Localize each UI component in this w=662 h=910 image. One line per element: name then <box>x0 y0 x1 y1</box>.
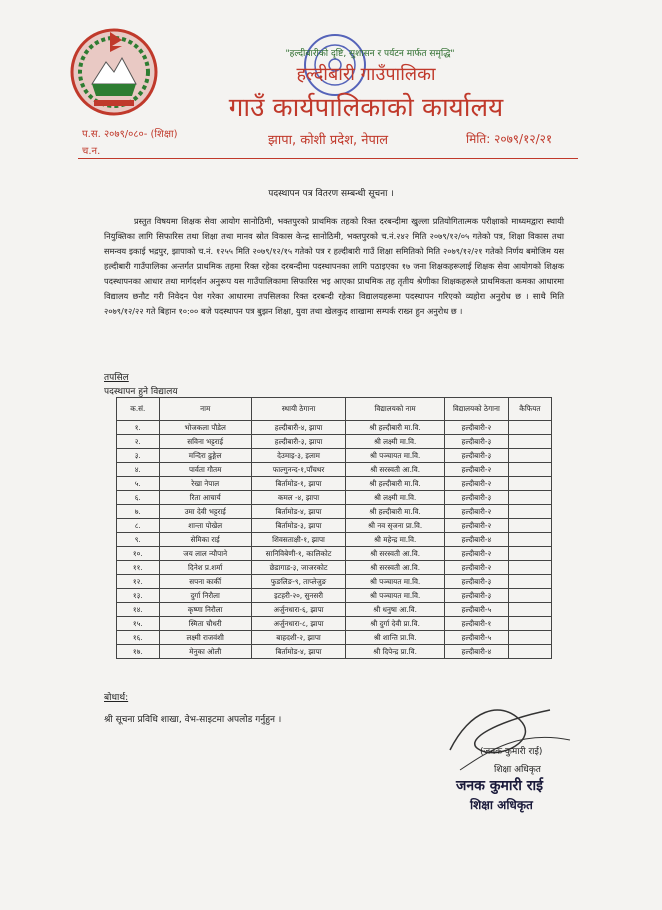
col-header-school: विद्यालयको नाम <box>346 398 445 421</box>
table-row <box>117 589 552 603</box>
cell-school-address: हल्दीबारी-१ <box>444 617 508 631</box>
cell-school: श्री सरस्वती आ.वि. <box>346 463 445 477</box>
header-slogan: "हल्दीबारीको दृष्टि, सुशासन र पर्यटन मार्फत समृद्धि" <box>285 49 455 59</box>
cell-name: दिनेश प्र.शर्मा <box>159 561 251 575</box>
cell-serial: २. <box>117 435 160 449</box>
table-row <box>117 491 552 505</box>
cell-address: देउमाइ-३, इलाम <box>251 449 345 463</box>
cell-school: श्री सरस्वती आ.वि. <box>346 547 445 561</box>
table-row <box>117 435 552 449</box>
tapsil-subheading: पदस्थापन हुने विद्यालय <box>104 387 178 397</box>
table-row <box>117 631 552 645</box>
cell-school-address: हल्दीबारी-२ <box>444 547 508 561</box>
cell-school: श्री लक्ष्मी मा.वि. <box>346 491 445 505</box>
letter-date: मिति: २०७९/१२/२१ <box>466 132 553 146</box>
col-header-address: स्थायी ठेगाना <box>251 398 345 421</box>
table-row <box>117 449 552 463</box>
signatory-title: शिक्षा अधिकृत <box>494 765 541 775</box>
table-row <box>117 561 552 575</box>
col-header-name: नाम <box>159 398 251 421</box>
cell-remarks <box>508 449 551 463</box>
cell-remarks <box>508 603 551 617</box>
cell-school-address: हल्दीबारी-२ <box>444 421 508 435</box>
cell-remarks <box>508 505 551 519</box>
cell-school: श्री शान्ति प्रा.वि. <box>346 631 445 645</box>
cell-serial: ६. <box>117 491 160 505</box>
cell-name: स्मिता चौधरी <box>159 617 251 631</box>
cell-serial: १०. <box>117 547 160 561</box>
cell-name: उमा देवी भट्टराई <box>159 505 251 519</box>
table-row <box>117 505 552 519</box>
posting-table <box>116 397 552 659</box>
cell-address: बिर्तामोड-४, झापा <box>251 505 345 519</box>
cell-school-address: हल्दीबारी-५ <box>444 603 508 617</box>
cell-remarks <box>508 463 551 477</box>
office-address: झापा, कोशी प्रदेश, नेपाल <box>268 133 389 148</box>
cell-remarks <box>508 561 551 575</box>
cell-address: फुङलिङ-९, ताप्लेजुङ <box>251 575 345 589</box>
cell-address: बिर्तामोड-३, झापा <box>251 519 345 533</box>
cell-address: छेडागाड-३, जाजरकोट <box>251 561 345 575</box>
cell-name: कृष्णा निरौला <box>159 603 251 617</box>
cell-remarks <box>508 435 551 449</box>
cell-school-address: हल्दीबारी-४ <box>444 533 508 547</box>
cell-remarks <box>508 421 551 435</box>
col-header-remarks: कैफियत <box>508 398 551 421</box>
cell-school: श्री महेन्द्र मा.वि. <box>346 533 445 547</box>
cell-address: सानिविबेणी-१, कालिकोट <box>251 547 345 561</box>
office-name: हल्दीबारी गाउँपालिका <box>296 64 436 85</box>
stamp-name: जनक कुमारी राई <box>456 778 543 794</box>
cell-serial: ७. <box>117 505 160 519</box>
cell-school: श्री पञ्चायत मा.वि. <box>346 575 445 589</box>
table-row <box>117 421 552 435</box>
stamp-title: शिक्षा अधिकृत <box>470 798 533 812</box>
cell-school: श्री हल्दीबारी मा.वि. <box>346 421 445 435</box>
cell-remarks <box>508 589 551 603</box>
cell-school: श्री हल्दीबारी मा.वि. <box>346 505 445 519</box>
cell-name: लक्ष्मी राजवंशी <box>159 631 251 645</box>
table-row <box>117 617 552 631</box>
reference-number: प.स. २०७९/०८०- (शिक्षा) <box>82 129 178 140</box>
cell-serial: ३. <box>117 449 160 463</box>
cell-name: दुर्गा निरौला <box>159 589 251 603</box>
cell-school: श्री पञ्चायत मा.वि. <box>346 449 445 463</box>
cell-name: जय लाल न्यौपाने <box>159 547 251 561</box>
bodhartha-text: श्री सूचना प्रविधि शाखा, वेभ-साइटमा अपलोड गर्नुहुन । <box>104 715 282 725</box>
cell-address: कमल -४, झापा <box>251 491 345 505</box>
cell-school: श्री हल्दीबारी मा.वि. <box>346 477 445 491</box>
cell-address: हल्दीबारी-४, झापा <box>251 421 345 435</box>
cell-name: रिता आचार्य <box>159 491 251 505</box>
cell-serial: १५. <box>117 617 160 631</box>
cell-school-address: हल्दीबारी-३ <box>444 449 508 463</box>
header-divider <box>78 158 578 159</box>
cell-name: शान्ता पोखेल <box>159 519 251 533</box>
cell-school-address: हल्दीबारी-३ <box>444 575 508 589</box>
cell-address: शिवसताक्षी-१, झापा <box>251 533 345 547</box>
tapsil-heading: तपसिल <box>104 373 129 383</box>
cell-remarks <box>508 547 551 561</box>
cell-address: इटहरी-२०, सुनसरी <box>251 589 345 603</box>
cell-serial: १. <box>117 421 160 435</box>
cell-address: बिर्तामोड-१, झापा <box>251 477 345 491</box>
cell-remarks <box>508 645 551 659</box>
cell-name: मेनुका ओली <box>159 645 251 659</box>
cell-school-address: हल्दीबारी-३ <box>444 589 508 603</box>
cell-name: सविना भट्टराई <box>159 435 251 449</box>
cell-serial: ४. <box>117 463 160 477</box>
cell-school: श्री पञ्चायत मा.वि. <box>346 589 445 603</box>
reference-block <box>82 126 178 160</box>
cell-school-address: हल्दीबारी-२ <box>444 463 508 477</box>
cell-name: पार्वता गौतम <box>159 463 251 477</box>
cell-address: अर्जुनधारा-८, झापा <box>251 617 345 631</box>
signatory-name: (जनक कुमारी राई) <box>480 747 543 757</box>
cell-serial: १६. <box>117 631 160 645</box>
cell-address: अर्जुनधारा-६, झापा <box>251 603 345 617</box>
cell-serial: १३. <box>117 589 160 603</box>
cell-school: श्री धनुषा आ.वि. <box>346 603 445 617</box>
cell-address: बाहदशी-२, झापा <box>251 631 345 645</box>
cell-address: बिर्तामोड-४, झापा <box>251 645 345 659</box>
cell-name: भोजकला पौडेल <box>159 421 251 435</box>
col-header-serial: क.सं. <box>117 398 160 421</box>
cell-serial: १७. <box>117 645 160 659</box>
cell-name: सपना कार्की <box>159 575 251 589</box>
cell-school-address: हल्दीबारी-२ <box>444 505 508 519</box>
cell-serial: १२. <box>117 575 160 589</box>
cell-school-address: हल्दीबारी-३ <box>444 491 508 505</box>
letter-body: प्रस्तुत विषयमा शिक्षक सेवा आयोग सानोठिमी, भक्तपुरको प्राथमिक तहको रिक्त दरबन्दीमा खुल्ला प्रतियोगितात्मक परीक्षाको माध्यमद्वारा स्थायी नियुक्तिका लागि सिफारिस तथा शिक्षा तथा मानव स्रोत विकास केन्द्र सानोठिमी, भक्तपुरको च.नं.२४२ मिति २०७९/१२/०५ गतेको पत्र, शिक्षा विकास तथा समन्वय इकाई भद्रपुर, झापाको च.नं. १२५५ मिति २०७९/१२/१५ गतेको पत्र र हल्दीबारी गाउँ शिक्षा समितिको मिति २०७९/१२/२१ गतेको निर्णय बमोजिम यस हल्दीबारी गाउँपालिका अन्तर्गत प्राथमिक तहमा रिक्त रहेका दरबन्दीमा पदस्थापनका लागि पठाइएका १७ जना शिक्षकहरूलाई शिक्षक सेवा आयोगको शिक्षक पदस्थापनका आधार तथा मार्गदर्शन अनुरूप यस गाउँपालिकामा सिफारिस भइ आएका प्राथमिक तह तृतीय श्रेणीका शिक्षकहरूले प्राथमिकता कमका आधारमा विद्यालय छनौट गरी निवेदन पेश गरेका आधारमा तपसिलका रिक्त दरबन्दी रहेका विद्यालयहरूमा पदस्थापन गरिएको व्यहोरा अनुरोध छ । साथै मिति २०७९/१२/२२ गते बिहान १०:०० बजे पदस्थापन पत्र बुझन शिक्षा, युवा तथा खेलकुद शाखामा सम्पर्क राख्न हुन अनुरोध छ । <box>104 216 564 316</box>
office-title: गाउँ कार्यपालिकाको कार्यालय <box>228 93 504 123</box>
cell-school-address: हल्दीबारी-२ <box>444 561 508 575</box>
cell-address: हल्दीबारी-३, झापा <box>251 435 345 449</box>
cell-school-address: हल्दीबारी-५ <box>444 631 508 645</box>
table-row <box>117 645 552 659</box>
cell-school: श्री सरस्वती आ.वि. <box>346 561 445 575</box>
cell-remarks <box>508 575 551 589</box>
table-row <box>117 603 552 617</box>
cell-serial: १४. <box>117 603 160 617</box>
cell-school-address: हल्दीबारी-२ <box>444 477 508 491</box>
cell-school-address: हल्दीबारी-२ <box>444 519 508 533</box>
letter-subject: पदस्थापन पत्र वितरण सम्बन्धी सूचना । <box>268 189 394 199</box>
table-row <box>117 463 552 477</box>
cell-school: श्री दिपेन्द्र प्रा.वि. <box>346 645 445 659</box>
table-row <box>117 519 552 533</box>
cell-serial: ५. <box>117 477 160 491</box>
bodhartha-heading: बोधार्थ: <box>104 693 129 703</box>
table-row <box>117 547 552 561</box>
table-row <box>117 533 552 547</box>
cell-school-address: हल्दीबारी-४ <box>444 645 508 659</box>
cell-school: श्री दुर्गा देवी प्रा.वि. <box>346 617 445 631</box>
cell-remarks <box>508 631 551 645</box>
cell-remarks <box>508 617 551 631</box>
cell-remarks <box>508 477 551 491</box>
cell-serial: ९. <box>117 533 160 547</box>
cell-remarks <box>508 491 551 505</box>
cell-address: फाल्गुनन्द-१,पाँचथर <box>251 463 345 477</box>
table-row <box>117 575 552 589</box>
table-row <box>117 477 552 491</box>
cell-name: मन्दिरा ढुङ्गेल <box>159 449 251 463</box>
cell-serial: ८. <box>117 519 160 533</box>
dispatch-number: च.न. <box>82 146 101 157</box>
table-header-row <box>117 398 552 421</box>
cell-school: श्री नव सृजना प्रा.वि. <box>346 519 445 533</box>
cell-remarks <box>508 519 551 533</box>
cell-remarks <box>508 533 551 547</box>
cell-name: रेखा नेपाल <box>159 477 251 491</box>
cell-school-address: हल्दीबारी-३ <box>444 435 508 449</box>
cell-name: सेमिका राई <box>159 533 251 547</box>
col-header-school-address: विद्यालयको ठेगाना <box>444 398 508 421</box>
cell-serial: ११. <box>117 561 160 575</box>
cell-school: श्री लक्ष्मी मा.वि. <box>346 435 445 449</box>
